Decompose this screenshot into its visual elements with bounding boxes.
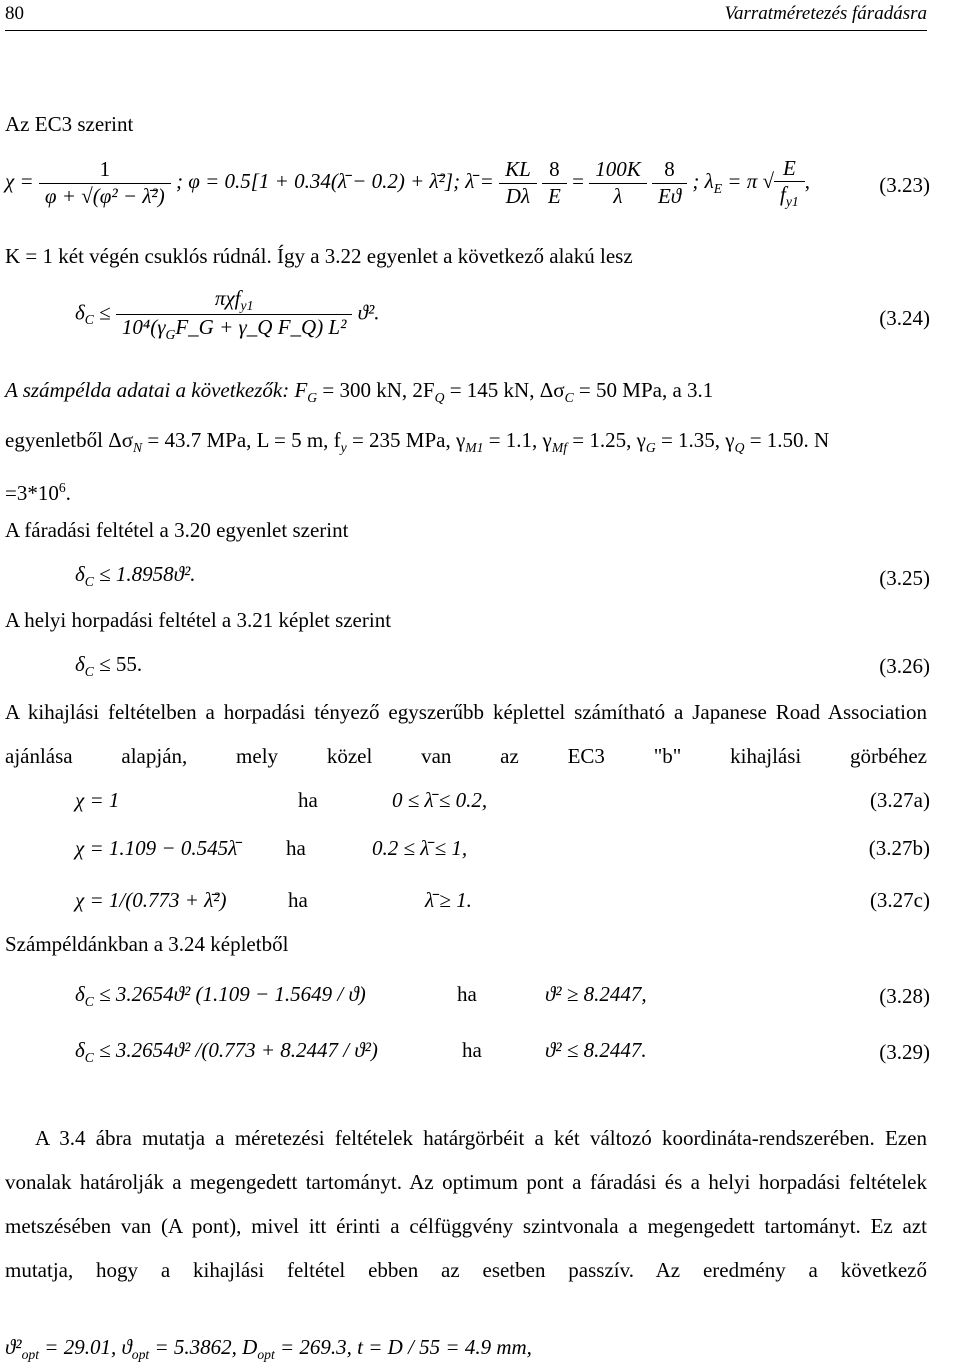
eq-number-3-28: (3.28) [879, 984, 930, 1008]
page-number: 80 [5, 3, 24, 24]
eq323-num2: 8 [549, 157, 560, 182]
eq327b-lhs: χ = 1.109 − 0.545λ̄ [75, 836, 238, 860]
result-line [5, 1335, 532, 1363]
eq323-frac2 [542, 157, 567, 208]
data2-d: = 1.1, γ [483, 428, 552, 452]
eq329-rhs: ≤ 3.2654ϑ² /(0.773 + 8.2447 / ϑ²) [93, 1038, 378, 1062]
eq324-delta: δ [75, 300, 85, 325]
eq323-chi-num: 1 [99, 157, 111, 182]
eq326-delta: δ [75, 652, 85, 676]
eq327a-ha: ha [298, 788, 318, 812]
header-rule [5, 30, 927, 31]
eq323-sqrt-fraction [774, 156, 805, 210]
result-s1: opt [21, 1346, 40, 1362]
eq324-delta-sub: C [84, 312, 94, 328]
data2-sub3: M1 [465, 439, 484, 455]
data1-a: A számpélda adatai a következők: F [5, 378, 308, 402]
eq323-lamE-rest: = π √ [727, 168, 774, 193]
eq328-delta: δ [75, 982, 85, 1006]
paragraph-buckling: A kihajlási feltételben a horpadási tényező egyszerűbb képlettel számítható a Japanese Road Association ajánlása alapján, mely közel van az EC3 "b" kihajlási görbéhez [5, 700, 927, 768]
line-fatigue: A fáradási feltétel a 3.20 egyenlet szerint [5, 518, 349, 542]
eq323-lamE-sub: E [713, 180, 723, 196]
eq325-sub: C [84, 573, 94, 589]
eq325-delta: δ [75, 562, 85, 586]
line-example: Számpéldánkban a 3.24 képletből [5, 932, 289, 956]
line-data-3 [5, 480, 71, 506]
eq-number-3-26: (3.26) [879, 654, 930, 678]
eq328-rhs: ≤ 3.2654ϑ² (1.109 − 1.5649 / ϑ) [93, 982, 366, 1006]
data3-sup: 6 [58, 480, 66, 495]
eq323-comma: , [804, 168, 810, 193]
eq324-den-rest: F_G + γ_Q F_Q) L² [175, 315, 347, 340]
data2-sub2: y [340, 439, 347, 455]
equation-3-29 [75, 1038, 378, 1066]
line-data-1 [5, 378, 713, 406]
eq324-num-sub: y1 [240, 297, 254, 313]
line-local: A helyi horpadási feltétel a 3.21 képlet szerint [5, 608, 392, 632]
equation-3-24 [75, 286, 380, 343]
eq323-num4: 8 [664, 157, 675, 182]
result-t1: ϑ² [5, 1335, 22, 1359]
eq-number-3-27b: (3.27b) [868, 836, 930, 860]
eq327a-lhs: χ = 1 [75, 788, 120, 812]
result-t2: = 29.01, ϑ [39, 1335, 132, 1359]
eq327c-cond: λ̄ ≥ 1. [425, 888, 472, 912]
eq323-lam-num: KL [505, 157, 531, 182]
line-k: K = 1 két végén csuklós rúdnál. Így a 3.22 egyenlet a következő alakú lesz [5, 244, 633, 268]
eq329-delta: δ [75, 1038, 85, 1062]
data1-sub3: C [564, 389, 574, 405]
data3-b: . [65, 481, 71, 506]
data2-sub5: G [645, 439, 656, 455]
eq324-den-sub: G [165, 326, 176, 342]
line-data-2 [5, 428, 829, 456]
eq326-rhs: ≤ 55. [93, 652, 143, 676]
eq327b-ha: ha [286, 836, 306, 860]
eq328-sub: C [84, 993, 94, 1009]
data3-a: =3*10 [5, 481, 59, 506]
eq323-sqrt-num: E [782, 156, 796, 180]
eq326-sub: C [84, 663, 94, 679]
eq323-lamE: ; λ [692, 168, 714, 193]
equation-3-28 [75, 982, 366, 1010]
eq323-frac3 [589, 157, 647, 208]
data2-b: = 43.7 MPa, L = 5 m, f [142, 428, 341, 452]
data1-c: = 145 kN, Δσ [444, 378, 565, 402]
eq325-rhs: ≤ 1.8958ϑ². [93, 562, 196, 586]
eq323-lam-fraction [499, 157, 537, 208]
data1-d: = 50 MPa, a 3.1 [573, 378, 714, 402]
eq-number-3-29: (3.29) [879, 1040, 930, 1064]
data2-sub6: Q [734, 439, 745, 455]
data1-b: = 300 kN, 2F [317, 378, 435, 402]
paragraph-final: A 3.4 ábra mutatja a méretezési feltételek határgörbéit a két változó koordináta-rendszerében. Ezen vonalak határolják a megengedett tartományt. Az optimum pont a fáradási és a helyi horpadási feltételek metszésében van (A pont), mivel itt érinti a célfüggvény szintvonala a megengedett tartományt. Ez azt mutatja, hogy a kihajlási feltétel ebben az esetben passzív. Az eredmény a következő [5, 1126, 927, 1282]
intro-ec3: Az EC3 szerint [5, 112, 134, 136]
eq324-leq: ≤ [99, 300, 111, 325]
eq323-den3: λ [589, 183, 647, 209]
eq324-theta: ϑ². [357, 300, 380, 325]
eq323-chi-fraction [39, 157, 171, 208]
result-t4: = 269.3, t = D / 55 = 4.9 mm, [274, 1335, 532, 1359]
equation-3-23 [5, 156, 810, 210]
data2-sub4: Mf [551, 439, 567, 455]
data2-a: egyenletből Δσ [5, 428, 134, 452]
eq323-chi: χ = [5, 168, 34, 193]
eq328-ha: ha [457, 982, 477, 1006]
eq323-equals: = [572, 168, 584, 193]
eq324-num: πχf [214, 286, 241, 310]
result-t3: = 5.3862, D [149, 1335, 258, 1359]
eq327c-ha: ha [288, 888, 308, 912]
eq-number-3-24: (3.24) [879, 306, 930, 330]
eq329-ha: ha [462, 1038, 482, 1062]
eq323-den4: Eϑ [652, 183, 687, 209]
eq323-frac4 [652, 157, 687, 208]
eq-number-3-27a: (3.27a) [869, 788, 930, 812]
eq323-sqrt-den: f [780, 182, 786, 207]
eq323-lam-den: Dλ [499, 183, 537, 209]
running-title: Varratméretezés fáradásra [724, 3, 927, 24]
result-s3: opt [257, 1346, 275, 1362]
eq327b-cond: 0.2 ≤ λ̄ ≤ 1, [372, 836, 468, 860]
page-header [5, 0, 927, 28]
data2-c: = 235 MPa, γ [346, 428, 466, 452]
eq-number-3-23: (3.23) [879, 173, 930, 197]
data2-sub1: N [133, 439, 143, 455]
eq327c-lhs: χ = 1/(0.773 + λ̄²) [75, 888, 227, 912]
eq323-chi-den: φ + √(φ² − λ̄²) [39, 183, 171, 209]
eq-number-3-27c: (3.27c) [869, 888, 930, 912]
result-s2: opt [131, 1346, 150, 1362]
data2-g: = 1.50. N [744, 428, 830, 452]
eq323-num3: 100K [595, 157, 641, 182]
data1-sub2: Q [434, 389, 445, 405]
eq323-phi: ; φ = 0.5[1 + 0.34(λ̄ − 0.2) + λ̄²]; λ̄ = [175, 168, 494, 193]
eq323-den2: E [542, 183, 567, 209]
data2-f: = 1.35, γ [655, 428, 735, 452]
equation-3-26 [75, 652, 142, 680]
eq328-cond: ϑ² ≥ 8.2447, [545, 982, 647, 1006]
data1-sub1: G [307, 389, 318, 405]
eq329-sub: C [84, 1049, 94, 1065]
eq327a-cond: 0 ≤ λ̄ ≤ 0.2, [392, 788, 488, 812]
data2-e: = 1.25, γ [566, 428, 646, 452]
eq-number-3-25: (3.25) [879, 566, 930, 590]
eq323-sqrt-den-sub: y1 [785, 193, 799, 209]
eq324-den: 10⁴(γ [121, 315, 166, 340]
eq329-cond: ϑ² ≤ 8.2447. [545, 1038, 647, 1062]
eq324-fraction [116, 286, 353, 343]
equation-3-25 [75, 562, 196, 590]
